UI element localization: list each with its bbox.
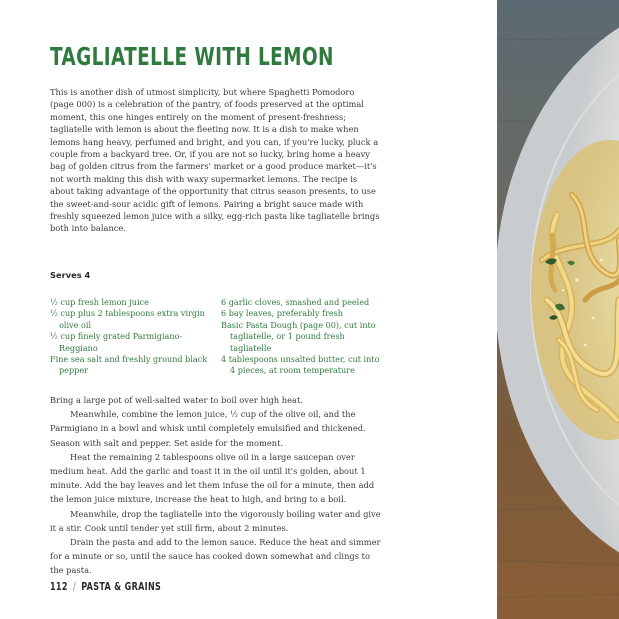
ingredient-item: 6 bay leaves, preferably fresh: [221, 308, 343, 319]
method-step: Drain the pasta and add to the lemon sauce. Reduce the heat and simmer for a minute or so, until the sauce has cooked down somewhat and clings to the pasta.: [50, 537, 381, 576]
recipe-intro: This is another dish of utmost simplicity, but where Spaghetti Pomodoro (page 000) is a celebration of the pantry, of foods preserved at the optimal moment, this one hinges entirely on the moment of present-freshness; tagliatelle with lemon is about the fleeting now. It is a dish to make when lemons hang heavy, perfumed and bright, and you can, if you're lucky, pluck a couple from a backyard tree. Or, if you are not so lucky, bring home a heavy bag of golden citrus from the farmers' market or a good produce market—it's not worth making this dish with waxy supermarket lemons. The recipe is about taking advantage of the opportunity that citrus season presents, to use the sweet-and-sour acidic gift of lemons. Pairing a bright sauce made with freshly squeezed lemon juice with a silky, egg-rich pasta like tagliatelle brings both into balance.: [50, 87, 380, 234]
page-footer: [50, 581, 161, 593]
ingredient-item: Basic Pasta Dough (page 00), cut into tagliatelle, or 1 pound fresh tagliatelle: [221, 319, 376, 353]
ingredient-item: Fine sea salt and freshly ground black pepper: [50, 354, 208, 376]
method-step: Bring a large pot of well-salted water to boil over high heat.: [50, 395, 303, 405]
ingredient-item: ½ cup fresh lemon juice: [50, 297, 149, 307]
section-name: PASTA & GRAINS: [81, 581, 162, 593]
text-column: [50, 0, 380, 619]
method-step: Meanwhile, drop the tagliatelle into the vigorously boiling water and give it a stir. Cook until tender yet still firm, about 2 minutes.: [50, 508, 381, 533]
page-number: 112: [50, 581, 68, 593]
ingredient-item: 4 tablespoons unsalted butter, cut into 4 pieces, at room temperature: [221, 354, 380, 376]
method-step: Meanwhile, combine the lemon juice, ½ cup of the olive oil, and the Parmigiano in a bowl and whisk until completely emulsified and thickened. Season with salt and pepper. Set aside for the moment.: [50, 409, 366, 448]
serves-label: Serves 4: [50, 270, 91, 280]
method-step: Heat the remaining 2 tablespoons olive oil in a large saucepan over medium heat. Add the garlic and toast it in the oil until it's golden, about 1 minute. Add the bay leaves and let them infuse the oil for a minute, then add the lemon juice mixture, increase the heat to high, and bring to a boil.: [50, 451, 375, 505]
recipe-title: TAGLIATELLE WITH LEMON: [50, 42, 334, 71]
ingredient-item: 6 garlic cloves, smashed and peeled: [221, 297, 370, 307]
footer-separator: /: [72, 581, 77, 593]
pasta-photo: [497, 0, 619, 619]
ingredient-item: ½ cup plus 2 tablespoons extra virgin olive oil: [50, 308, 205, 330]
ingredient-item: ½ cup finely grated Parmigiano-Reggiano: [50, 331, 183, 353]
ingredients-right-column: [221, 297, 384, 377]
ingredients-left-column: [50, 297, 216, 377]
method-steps: [50, 393, 382, 578]
pasta-plate-illustration: [497, 0, 619, 619]
